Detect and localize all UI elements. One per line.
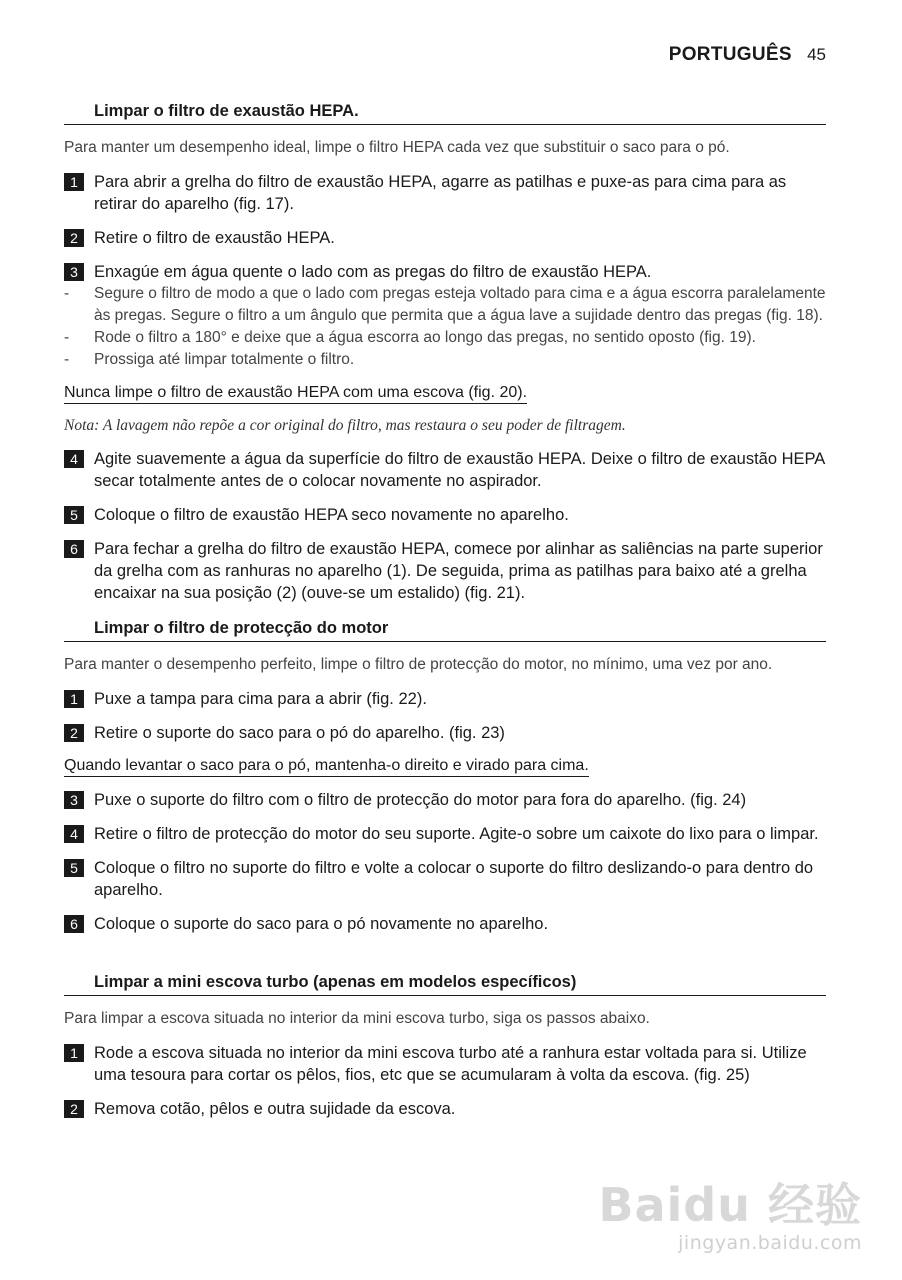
step-4: [64, 448, 826, 492]
section-intro: Para manter um desempenho ideal, limpe o filtro HEPA cada vez que substituir o saco para o pó.: [64, 139, 730, 156]
bullet-dash: -: [64, 329, 70, 346]
step-text: Retire o suporte do saco para o pó do aparelho. (fig. 23): [94, 724, 505, 742]
step-text: Agite suavemente a água da superfície do filtro de exaustão HEPA. Deixe o filtro de exaustão HEPA secar totalmente antes de o colocar novamente no aspirador.: [94, 450, 825, 490]
step-number: 5: [64, 506, 84, 524]
step-number: 5: [64, 859, 84, 877]
baidu-logo: Baidu 经验: [598, 1178, 862, 1232]
list-item: [64, 349, 826, 371]
section-title: Limpar o filtro de protecção do motor: [64, 619, 826, 642]
step-number: 1: [64, 690, 84, 708]
step-text: Coloque o filtro de exaustão HEPA seco novamente no aparelho.: [94, 506, 569, 524]
step-4: [64, 823, 826, 845]
section-motor: [64, 619, 826, 935]
step-text: Puxe a tampa para cima para a abrir (fig. 22).: [94, 690, 427, 708]
step-text: Rode a escova situada no interior da mini escova turbo até a ranhura estar voltada para si. Utilize uma tesoura para cortar os pêlos, fios, etc que se acumularam à volta da escova. (fig. 25): [94, 1044, 807, 1084]
note-text: Nota: A lavagem não repõe a cor original do filtro, mas restaura o seu poder de filtragem.: [64, 417, 626, 434]
step-text: Puxe o suporte do filtro com o filtro de protecção do motor para fora do aparelho. (fig. 24): [94, 791, 747, 809]
step-5: [64, 504, 826, 526]
step-text: Enxagúe em água quente o lado com as pregas do filtro de exaustão HEPA.: [94, 263, 652, 281]
step-2: [64, 722, 826, 744]
section-hepa: [64, 102, 826, 604]
page-number: 45: [807, 45, 826, 64]
page-header: [669, 44, 826, 66]
step-number: 1: [64, 173, 84, 191]
step-6: [64, 913, 826, 935]
step-text: Retire o filtro de exaustão HEPA.: [94, 229, 335, 247]
step-text: Coloque o filtro no suporte do filtro e volte a colocar o suporte do filtro deslizando-o para dentro do aparelho.: [94, 859, 814, 899]
bullet-text: Rode o filtro a 180° e deixe que a água escorra ao longo das pregas, no sentido oposto (fig. 19).: [94, 329, 756, 346]
step-text: Para fechar a grelha do filtro de exaustão HEPA, comece por alinhar as saliências na parte superior da grelha com as ranhuras no aparelho (1). De seguida, prima as patilhas para baixo até a grelha encaixar na sua posição (2) (ouve-se um estalido) (fig. 21).: [94, 540, 823, 602]
step-3: [64, 261, 826, 283]
step-1: [64, 688, 826, 710]
list-item: [64, 283, 826, 327]
step-1: [64, 171, 826, 215]
step-text: Coloque o suporte do saco para o pó novamente no aparelho.: [94, 915, 549, 933]
watermark: [598, 1178, 862, 1254]
bullet-dash: -: [64, 351, 70, 368]
section-title: Limpar a mini escova turbo (apenas em modelos específicos): [64, 973, 826, 996]
step-text: Remova cotão, pêlos e outra sujidade da escova.: [94, 1100, 456, 1118]
list-item: [64, 327, 826, 349]
bullet-text: Prossiga até limpar totalmente o filtro.: [94, 351, 355, 368]
step-number: 4: [64, 450, 84, 468]
section-intro: Para manter o desempenho perfeito, limpe o filtro de protecção do motor, no mínimo, uma vez por ano.: [64, 656, 773, 673]
bullet-dash: -: [64, 285, 70, 302]
section-intro: Para limpar a escova situada no interior da mini escova turbo, siga os passos abaixo.: [64, 1010, 650, 1027]
language-label: PORTUGUÊS: [668, 44, 792, 65]
step-number: 4: [64, 825, 84, 843]
step-number: 2: [64, 724, 84, 742]
step-number: 3: [64, 791, 84, 809]
step-number: 6: [64, 915, 84, 933]
bullet-list: [64, 283, 826, 371]
step-number: 3: [64, 263, 84, 281]
watermark-url: jingyan.baidu.com: [678, 1232, 862, 1254]
step-3: [64, 789, 826, 811]
step-6: [64, 538, 826, 604]
bullet-text: Segure o filtro de modo a que o lado com pregas esteja voltado para cima e a água escorra paralelamente às pregas. Segure o filtro a um ângulo que permita que a água lave a sujidade dentro das pregas (fig. 18).: [94, 285, 826, 324]
step-text: Retire o filtro de protecção do motor do seu suporte. Agite-o sobre um caixote do lixo para o limpar.: [94, 825, 819, 843]
step-number: 6: [64, 540, 84, 558]
step-number: 2: [64, 229, 84, 247]
step-5: [64, 857, 826, 901]
warning-text: Quando levantar o saco para o pó, mantenha-o direito e virado para cima.: [64, 756, 589, 777]
warning-text: Nunca limpe o filtro de exaustão HEPA com uma escova (fig. 20).: [64, 383, 527, 404]
step-2: [64, 1098, 826, 1120]
step-2: [64, 227, 826, 249]
step-1: [64, 1042, 826, 1086]
step-number: 2: [64, 1100, 84, 1118]
step-number: 1: [64, 1044, 84, 1062]
step-text: Para abrir a grelha do filtro de exaustão HEPA, agarre as patilhas e puxe-as para cima para as retirar do aparelho (fig. 17).: [94, 173, 787, 213]
section-title: Limpar o filtro de exaustão HEPA.: [64, 102, 826, 125]
section-turbo: [64, 973, 826, 1120]
